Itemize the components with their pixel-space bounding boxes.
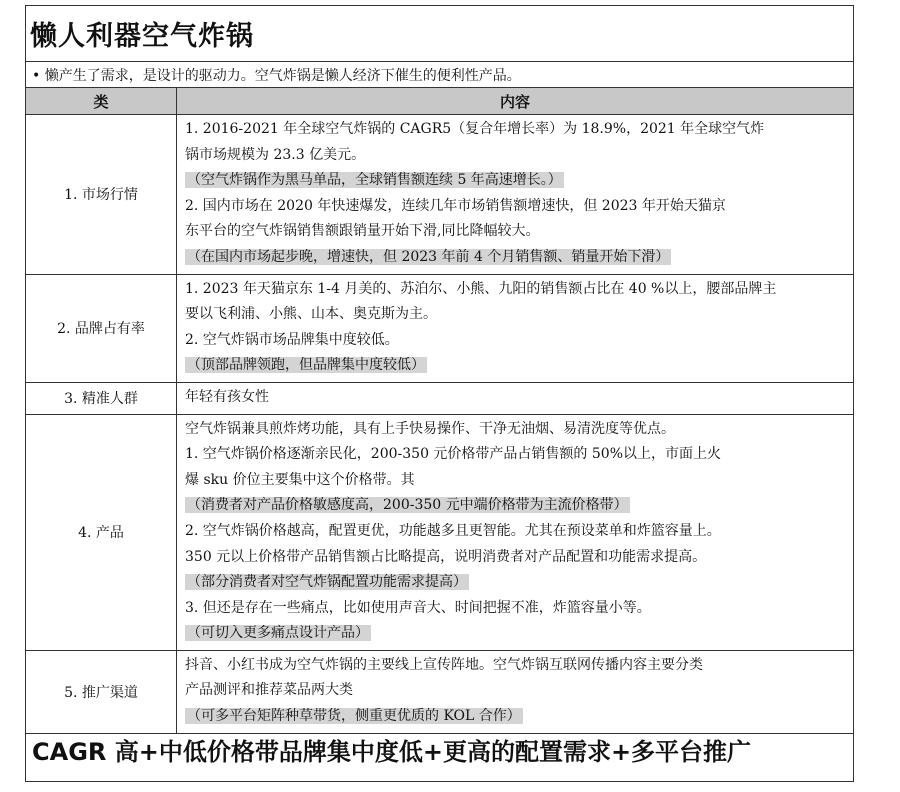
content-line: 东平台的空气炸锅销售额跟销量开始下滑,同比降幅较大。 <box>185 223 540 240</box>
content-line: 350 元以上价格带产品销售额占比略提高，说明消费者对产品配置和功能需求提高。 <box>185 548 707 565</box>
row-category: 5. 推广渠道 <box>26 650 177 733</box>
analysis-table <box>26 88 853 734</box>
content-line: 年轻有孩女性 <box>185 388 269 405</box>
highlight-text: （顶部品牌领跑，但品牌集中度较低） <box>187 357 425 374</box>
content-line: 1. 2023 年天猫京东 1-4 月美的、苏泊尔、小熊、九阳的销售额占比在 40 %以上，腰部品牌主 <box>185 280 777 297</box>
content-line: 2. 国内市场在 2020 年快速爆发，连续几年市场销售额增速快，但 2023 年开始天猫京 <box>185 197 726 214</box>
table-row <box>26 382 853 414</box>
content-line: 要以飞利浦、小熊、山本、奥克斯为主。 <box>185 306 437 323</box>
row-category: 2. 品牌占有率 <box>26 274 177 382</box>
row-category: 4. 产品 <box>26 414 177 650</box>
content-line: 3. 但还是存在一些痛点，比如使用声音大、时间把握不准，炸篮容量小等。 <box>185 599 651 616</box>
highlight-text: （可多平台矩阵种草带货，侧重更优质的 KOL 合作） <box>187 708 521 725</box>
highlight-line <box>185 621 849 647</box>
highlight-line <box>185 493 849 519</box>
highlight-line <box>185 245 849 271</box>
document-title: 懒人利器空气炸锅 <box>26 6 853 62</box>
row-content <box>177 115 854 275</box>
table-body <box>26 115 853 734</box>
highlight-text: （可切入更多痛点设计产品） <box>187 625 369 642</box>
row-category: 3. 精准人群 <box>26 382 177 414</box>
intro-text: • 懒产生了需求，是设计的驱动力。空气炸锅是懒人经济下催生的便利性产品。 <box>26 62 853 88</box>
document-frame <box>25 5 854 782</box>
highlight-line <box>185 353 849 379</box>
content-line: 2. 空气炸锅市场品牌集中度较低。 <box>185 331 399 348</box>
content-line: 锅市场规模为 23.3 亿美元。 <box>185 146 366 163</box>
highlight-text: （空气炸锅作为黑马单品，全球销售额连续 5 年高速增长。） <box>187 172 562 189</box>
table-row <box>26 274 853 382</box>
highlight-text: （消费者对产品价格敏感度高，200-350 元中端价格带为主流价格带） <box>187 497 628 514</box>
highlight-line <box>185 168 849 194</box>
row-content <box>177 274 854 382</box>
row-content <box>177 414 854 650</box>
row-category: 1. 市场行情 <box>26 115 177 275</box>
highlight-text: （在国内市场起步晚，增速快，但 2023 年前 4 个月销售额、销量开始下滑） <box>187 248 670 265</box>
header-content: 内容 <box>177 88 854 115</box>
summary-text: CAGR 高+中低价格带品牌集中度低+更高的配置需求+多平台推广 <box>32 738 752 766</box>
content-line: 1. 2016-2021 年全球空气炸锅的 CAGR5（复合年增长率）为 18.9%，2021 年全球空气炸 <box>185 121 765 137</box>
highlight-line <box>185 570 849 596</box>
table-row <box>26 414 853 650</box>
highlight-text: （部分消费者对空气炸锅配置功能需求提高） <box>187 574 467 591</box>
content-line: 2. 空气炸锅价格越高，配置更优，功能越多且更智能。尤其在预设菜单和炸篮容量上。 <box>185 522 721 539</box>
content-line: 爆 sku 价位主要集中这个价格带。其 <box>185 471 415 488</box>
content-line: 抖音、小红书成为空气炸锅的主要线上宣传阵地。空气炸锅互联网传播内容主要分类 <box>185 656 703 673</box>
content-line: 产品测评和推荐菜品两大类 <box>185 682 353 699</box>
header-category: 类 <box>26 88 177 115</box>
content-line: 空气炸锅兼具煎炸烤功能，具有上手快易操作、干净无油烟、易清洗度等优点。 <box>185 420 675 437</box>
content-line: 1. 空气炸锅价格逐渐亲民化，200-350 元价格带产品占销售额的 50%以上，市面上火 <box>185 446 721 463</box>
row-content <box>177 382 854 414</box>
table-row <box>26 115 853 275</box>
table-header-row <box>26 88 853 115</box>
